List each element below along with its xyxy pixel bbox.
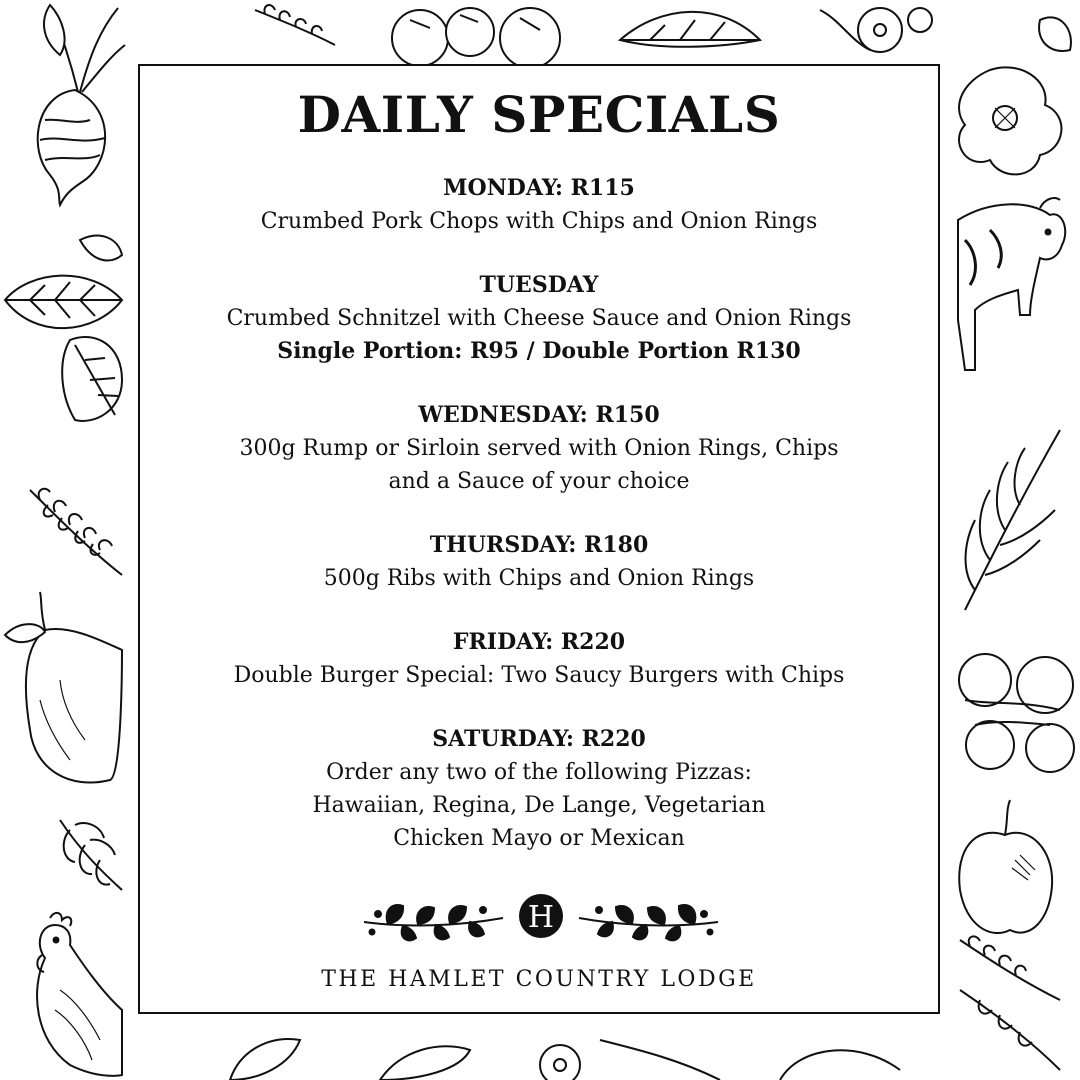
apple-icon [959, 800, 1052, 933]
day-thursday [140, 529, 938, 595]
day-heading: WEDNESDAY: R150 [418, 402, 660, 428]
day-heading: TUESDAY [479, 272, 599, 298]
flower-icon [540, 1040, 900, 1080]
day-saturday [140, 723, 938, 855]
portion-prices: Single Portion: R95 / Double Portion R130 [277, 338, 801, 364]
flower-icon [820, 8, 932, 52]
specials-list [140, 172, 938, 886]
laurel-ornament [358, 888, 724, 948]
day-monday [140, 172, 938, 238]
flower-icon [959, 17, 1071, 174]
day-heading: THURSDAY: R180 [429, 532, 649, 558]
cow-icon [958, 198, 1065, 370]
day-tuesday [140, 269, 938, 368]
rosemary-icon [60, 820, 122, 890]
chicken-icon [37, 913, 122, 1076]
laurel-right-icon [579, 905, 718, 940]
dish-description: Crumbed Schnitzel with Cheese Sauce and Onion Rings [226, 306, 852, 331]
leaf-icon [230, 1039, 470, 1080]
day-heading: MONDAY: R115 [443, 175, 635, 201]
thyme-sprig-icon [255, 5, 335, 45]
dish-description: Order any two of the following Pizzas: [326, 760, 752, 785]
day-friday [140, 626, 938, 692]
leaf-icon [620, 12, 760, 47]
day-heading: SATURDAY: R220 [432, 726, 646, 752]
rosemary-icon [965, 430, 1060, 610]
dish-description: 500g Ribs with Chips and Onion Rings [323, 566, 755, 591]
thyme-sprig-icon [30, 489, 122, 575]
dish-description: Chicken Mayo or Mexican [393, 826, 685, 851]
tomato-icon [959, 654, 1074, 772]
brand-name: THE HAMLET COUNTRY LODGE [321, 967, 757, 992]
monogram-letter: H [527, 900, 555, 935]
dish-description: and a Sauce of your choice [388, 469, 690, 494]
laurel-left-icon [364, 905, 503, 940]
pear-icon [5, 592, 122, 783]
tomato-icon [392, 8, 560, 68]
dish-description: Double Burger Special: Two Saucy Burgers with Chips [233, 663, 845, 688]
beetroot-icon [38, 5, 125, 205]
dish-description: Hawaiian, Regina, De Lange, Vegetarian [312, 793, 766, 818]
day-heading: FRIDAY: R220 [452, 629, 626, 655]
leaf-icon [5, 236, 122, 421]
dish-description: Crumbed Pork Chops with Chips and Onion Rings [260, 209, 818, 234]
specials-panel [138, 64, 940, 1014]
day-wednesday [140, 399, 938, 498]
dish-description: 300g Rump or Sirloin served with Onion Rings, Chips [239, 436, 839, 461]
thyme-sprig-icon [960, 936, 1060, 1070]
page-title: DAILY SPECIALS [297, 85, 781, 144]
